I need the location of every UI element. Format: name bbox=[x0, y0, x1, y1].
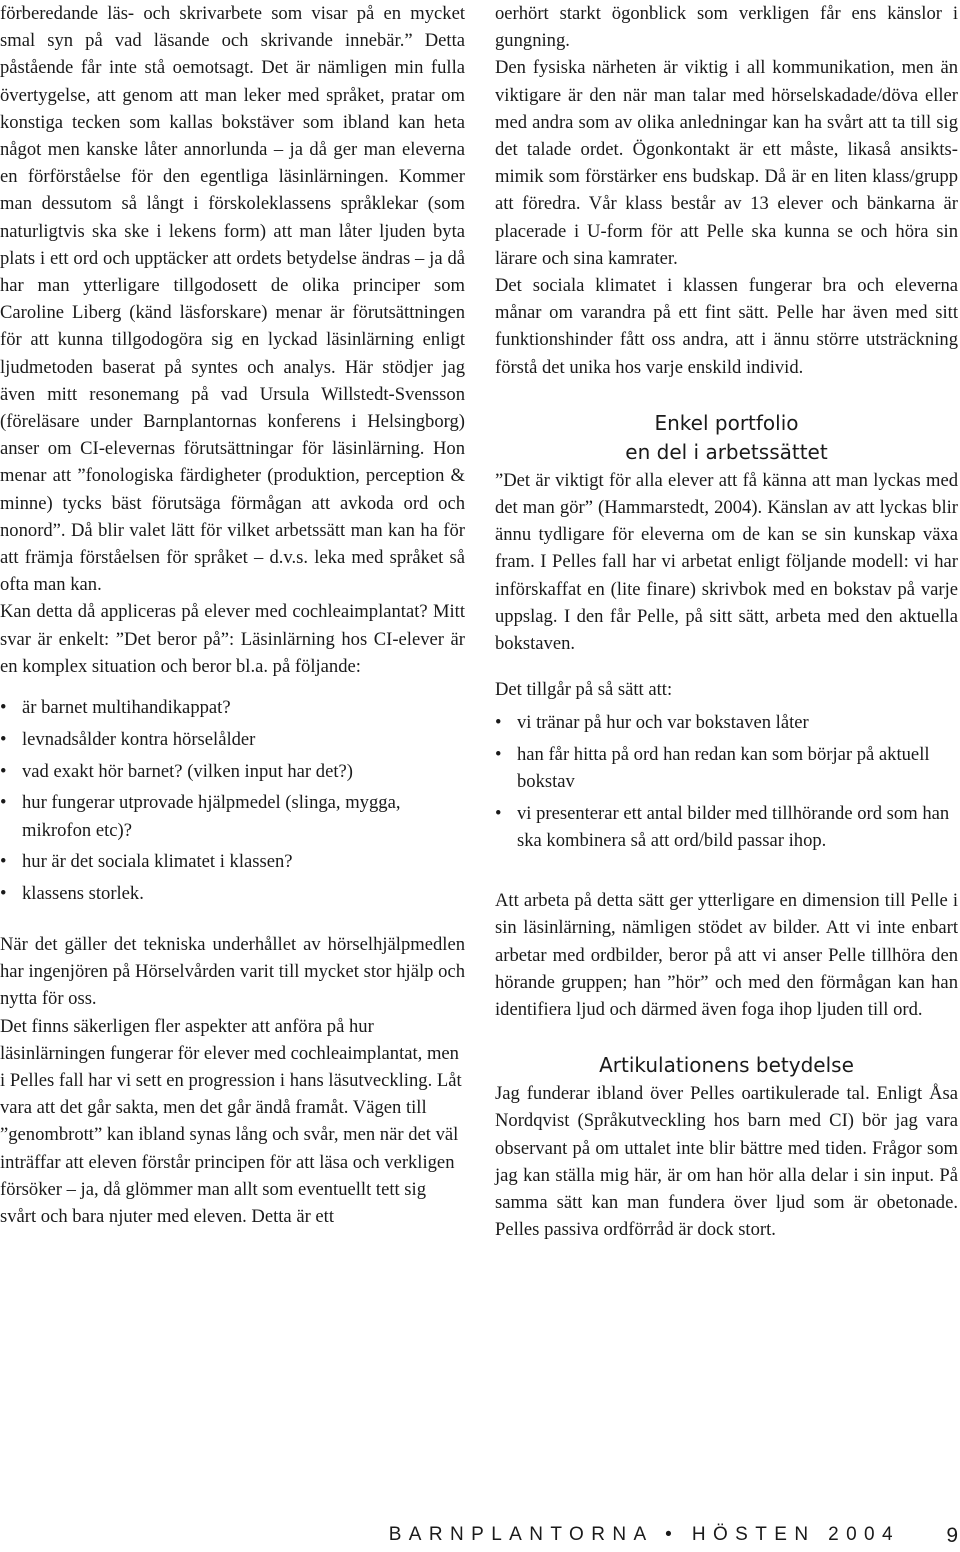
list-item-text: klassens storlek. bbox=[22, 883, 144, 905]
list-item-text: hur är det sociala klimatet i klassen? bbox=[22, 851, 293, 873]
spacer bbox=[0, 680, 465, 694]
list-item bbox=[495, 800, 958, 854]
list-item bbox=[0, 880, 465, 907]
bullet-icon: • bbox=[495, 712, 502, 734]
page-footer bbox=[0, 1524, 960, 1548]
heading-line: en del i arbetssättet bbox=[625, 439, 828, 464]
list-item bbox=[0, 789, 465, 843]
page-number: 9 bbox=[946, 1524, 958, 1547]
list-item bbox=[495, 741, 958, 795]
paragraph: Den fysiska närheten är viktig i all kommunikation, men än viktigare är den när man talar med hörselskadade/döva eller med andra som av olika anledningar kan ha svårt att ta till sig det talade ordet. Ögonkontakt är ett måste, likaså ansiktsmimik som förstärker ens budskap. Då är en liten klass/grupp att föredra. Vår klass består av 13 elever och bänkarna är placerade i U-form för att Pelle ska kunna se och höra sin lärare och sina kamrater. bbox=[495, 57, 958, 269]
bullet-icon: • bbox=[0, 697, 7, 719]
paragraph: ”Det är viktigt för alla elever att få känna att man lyckas med det man gör” (Hammarstedt, 2004). Känslan av att lyckas blir ännu tydligare för eleverna om de kan se sin kunskap växa fram. I Pelles fall har vi arbetat enligt följande modell: vi har införskaffat en (lite finare) skrivbok med en bokstav på varje uppslag. I den får Pelle, på sitt sätt, arbeta med den aktuella bokstaven. bbox=[495, 469, 958, 655]
paragraph: Det sociala klimatet i klassen fungerar bra och eleverna månar om varandra på ett fint sätt. Pelle har även med sitt funktionshinder fått oss andra, att i ännu större utsträckning förstå det unika hos varje enskild individ. bbox=[495, 275, 958, 378]
footer-publication: BARNPLANTORNA • HÖSTEN 2004 bbox=[388, 1524, 900, 1545]
bullet-icon: • bbox=[0, 792, 7, 814]
spacer bbox=[495, 381, 958, 409]
list-item-text: är barnet multihandikappat? bbox=[22, 697, 231, 719]
paragraph: När det gäller det tekniska underhållet av hörselhjälpmedlen har ingenjören på Hörselvården varit till mycket stor hjälp och nytta för oss. bbox=[0, 934, 465, 1010]
spacer bbox=[0, 912, 465, 931]
left-column bbox=[0, 0, 465, 1230]
paragraph: Kan detta då appliceras på elever med cochleaimplantat? Mitt svar är enkelt: ”Det beror på”: Läsinlärning hos CI-elever är en komplex situation och beror bl.a. på följande: bbox=[0, 601, 465, 677]
paragraph: Att arbeta på detta sätt ger ytterligare en dimension till Pelle i sin läsinlärning, nämligen stödet av bilder. Att vi inte enbart arbetar med ordbilder, beror på att vi anser Pelle tillhöra den hörande gruppen; han ”hör” och med den förmågan kan han identifiera ljud och därmed även foga ihop ljuden till ord. bbox=[495, 890, 958, 1021]
right-column bbox=[495, 0, 958, 1244]
list-item-text: levnadsålder kontra hörselålder bbox=[22, 728, 256, 750]
bullet-icon: • bbox=[495, 803, 502, 825]
list-item-text: han får hitta på ord han redan kan som börjar på aktuell bokstav bbox=[517, 744, 930, 793]
list-item-text: vad exakt hör barnet? (vilken input har det?) bbox=[22, 760, 353, 782]
list-item bbox=[495, 709, 958, 736]
spacer bbox=[495, 859, 958, 887]
spacer bbox=[495, 1023, 958, 1051]
list-item-text: vi presenterar ett antal bilder med tillhörande ord som han ska kombinera så att ord/bild passar ihop. bbox=[517, 803, 950, 852]
list-item bbox=[0, 726, 465, 753]
bullet-icon: • bbox=[495, 744, 502, 766]
paragraph: Det tillgår på så sätt att: bbox=[495, 679, 673, 701]
paragraph: förberedande läs- och skrivarbete som visar på en mycket smal syn på vad läsande och skrivande innebär.” Detta påstående får inte stå oemotsagt. Det är nämligen min fulla övertygelse, att genom att man leker med språket, pratar om konstiga tecken som kallas bokstäver som ibland kan heta något men kanske låter annorlunda – ja då ger man eleverna en förförståelse för den egentliga läsinlärningen. Kommer man dessutom så långt i förskoleklassens språklekar (som naturligtvis ska ske i lekens form) att man låter ljuden byta plats i ett ord och upptäcker att ordets betydelse ändras – ja då har man ytterligare tillgodosett de olika principer som Caroline Liberg (känd läsforskare) menar är förutsättningen för att kunna tillgodogöra sig en lyckad läsinlärning enligt ljudmetoden baserat på syntes och analys. Här stödjer jag även mitt resonemang på vad Ursula Willstedt-Svensson (föreläsare under Barnplantornas konferens i Helsingborg) anser om CI-elevernas förutsättningar för läsinlärning. Hon menar att ”fonologiska färdigheter (produktion, perception & minne) tycks bäst förutsäga förmågan att avkoda ord och nonord”. Då blir valet lätt för vilket arbetssätt man kan ha för att främja förståelsen för språket – d.v.s. leka med språket så ofta man kan. bbox=[0, 3, 465, 596]
section-heading-articulation: Artikulationens betydelse bbox=[599, 1053, 854, 1078]
bullet-list bbox=[495, 709, 958, 854]
bullet-icon: • bbox=[0, 883, 7, 905]
spacer bbox=[495, 657, 958, 676]
paragraph: Det finns säkerligen fler aspekter att anföra på hur läsinlärningen fungerar för elever med cochleaimplantat, men i Pelles fall har vi sett en progression i hans läsutveckling. Låt vara att det går sakta, men det går ändå framåt. Vägen till ”genombrott” kan ibland synas lång och svår, men när det väl inträffar att eleven förstår principen för att läsa och verkligen försöker – ja, då glömmer man allt som eventuellt tett sig svårt och bara njuter med eleven. Detta är ett bbox=[0, 1015, 462, 1228]
list-item bbox=[0, 848, 465, 875]
paragraph: Jag funderar ibland över Pelles oartikulerade tal. Enligt Åsa Nordqvist (Språkutveckling hos barn med CI) bör jag vara observant på om uttalet inte blir bättre med tiden. Frågor som jag kan ställa mig här, är om han hör alla delar i sin input. På samma sätt kan man fundera över ljud som är obetonade. Pelles passiva ordförråd är dock stort. bbox=[495, 1083, 958, 1241]
list-item bbox=[0, 758, 465, 785]
bullet-icon: • bbox=[0, 760, 7, 782]
bullet-icon: • bbox=[0, 728, 7, 750]
bullet-icon: • bbox=[0, 851, 7, 873]
list-item-text: vi tränar på hur och var bokstaven låter bbox=[517, 712, 809, 734]
bullet-list bbox=[0, 694, 465, 907]
paragraph: oerhört starkt ögonblick som verkligen får ens känslor i gungning. bbox=[495, 3, 958, 52]
list-item-text: hur fungerar utprovade hjälpmedel (slinga, mygga, mikrofon etc)? bbox=[22, 792, 401, 841]
section-heading-portfolio bbox=[495, 409, 958, 467]
list-item bbox=[0, 694, 465, 721]
heading-line: Enkel portfolio bbox=[654, 410, 799, 435]
